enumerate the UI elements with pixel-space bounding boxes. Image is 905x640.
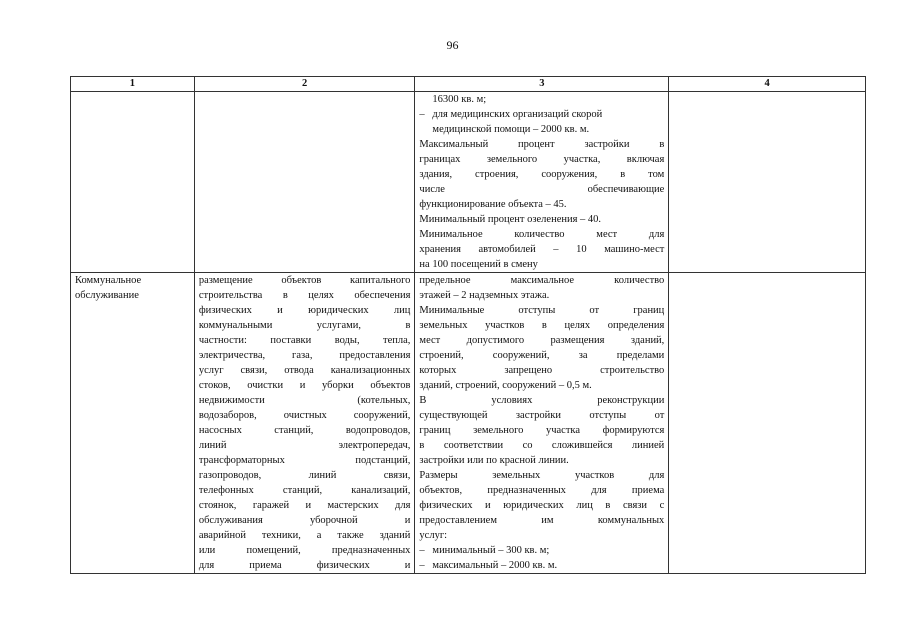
list-item — [419, 543, 664, 558]
text-line: предоставлением им коммунальных — [419, 515, 665, 526]
text-line: хранения автомобилей – 10 машино-мест — [419, 244, 665, 255]
list-item — [419, 558, 664, 573]
text-line: 16300 кв. м; — [432, 94, 487, 105]
text-line: частности: поставки воды, тепла, — [198, 335, 411, 346]
text-line: границ земельного участка формируются — [419, 425, 665, 436]
text-line: строений, сооружений, за пределами — [419, 350, 665, 361]
list-item-text: максимальный – 2000 кв. м. — [432, 560, 558, 571]
row2-col2-cell — [194, 273, 415, 574]
zoning-table — [70, 76, 866, 574]
text-line: телефонных станций, канализаций, — [198, 485, 411, 496]
text-line: электричества, газа, предоставления — [198, 350, 411, 361]
text-line: границах земельного участка, включая — [419, 154, 665, 165]
table-header-row — [71, 77, 866, 92]
text-line: трансформаторных подстанций, — [198, 455, 411, 466]
row1-col4-cell — [669, 92, 866, 273]
text-line: объектов, предназначенных для приема — [419, 485, 665, 496]
dash-bullet: – — [419, 545, 425, 556]
text-line: на 100 посещений в смену — [419, 259, 538, 270]
text-line: зданий, строений, сооружений – 0,5 м. — [419, 380, 592, 391]
text-line: Минимальные отступы от границ — [419, 305, 665, 316]
text-line: аварийной техники, а также зданий — [198, 530, 411, 541]
table-row — [71, 273, 866, 574]
row2-col4-cell — [669, 273, 866, 574]
text-line: линий электропередач, — [198, 440, 411, 451]
dash-bullet: – — [419, 109, 425, 120]
header-col-3: 3 — [415, 77, 669, 92]
row2-col1-cell — [71, 273, 195, 574]
text-line: предельное максимальное количество — [419, 275, 665, 286]
text-line: физических и юридических лиц в связи с — [419, 500, 665, 511]
header-col-2: 2 — [194, 77, 415, 92]
text-line: которых запрещено строительство — [419, 365, 665, 376]
text-line: размещение объектов капитального — [198, 275, 411, 286]
header-col-1: 1 — [71, 77, 195, 92]
text-line: Размеры земельных участков для — [419, 470, 665, 481]
text-line: стоянок, гаражей и мастерских для — [198, 500, 411, 511]
text-line: коммунальными услугами, в — [198, 320, 411, 331]
text-line: обслуживания уборочной и — [198, 515, 411, 526]
header-col-4: 4 — [669, 77, 866, 92]
text-line: стоков, очистки и уборки объектов — [198, 380, 411, 391]
text-line: услуг связи, отвода канализационных — [198, 365, 411, 376]
list-item-text: минимальный – 300 кв. м; — [432, 545, 550, 556]
table-row — [71, 92, 866, 273]
row2-col3-cell — [415, 273, 669, 574]
text-line: в соответствии со сложившейся линией — [419, 440, 665, 451]
text-line: числе обеспечивающие — [419, 184, 665, 195]
page-number: 96 — [446, 38, 459, 52]
text-line: В условиях реконструкции — [419, 395, 665, 406]
row1-col3-cell — [415, 92, 669, 273]
row1-col2-cell — [194, 92, 415, 273]
dash-bullet: – — [419, 560, 425, 571]
list-item — [419, 107, 664, 122]
text-line: водозаборов, очистных сооружений, — [198, 410, 411, 421]
text-line: застройки или по красной линии. — [419, 455, 569, 466]
text-line: или помещений, предназначенных — [198, 545, 411, 556]
text-line: земельных участков в целях определения — [419, 320, 665, 331]
text-line: функционирование объекта – 45. — [419, 199, 567, 210]
text-line: обслуживание — [75, 290, 139, 301]
text-line: мест допустимого размещения зданий, — [419, 335, 665, 346]
text-line: существующей застройки отступы от — [419, 410, 665, 421]
text-line: здания, строения, сооружения, в том — [419, 169, 665, 180]
text-line: Максимальный процент застройки в — [419, 139, 665, 150]
text-line: физических и юридических лиц — [198, 305, 411, 316]
text-line: Минимальный процент озеленения – 40. — [419, 214, 602, 225]
list-item-text: для медицинских организаций скорой — [432, 109, 603, 120]
text-line: услуг: — [419, 530, 448, 541]
text-line: насосных станций, водопроводов, — [198, 425, 411, 436]
text-line: этажей – 2 надземных этажа. — [419, 290, 550, 301]
text-line: Минимальное количество мест для — [419, 229, 665, 240]
text-line: газопроводов, линий связи, — [198, 470, 411, 481]
text-line: Коммунальное — [75, 275, 142, 286]
text-line: медицинской помощи – 2000 кв. м. — [432, 124, 590, 135]
text-line: для приема физических и — [198, 560, 411, 571]
row1-col1-cell — [71, 92, 195, 273]
text-line: строительства в целях обеспечения — [198, 290, 411, 301]
text-line: недвижимости (котельных, — [198, 395, 411, 406]
